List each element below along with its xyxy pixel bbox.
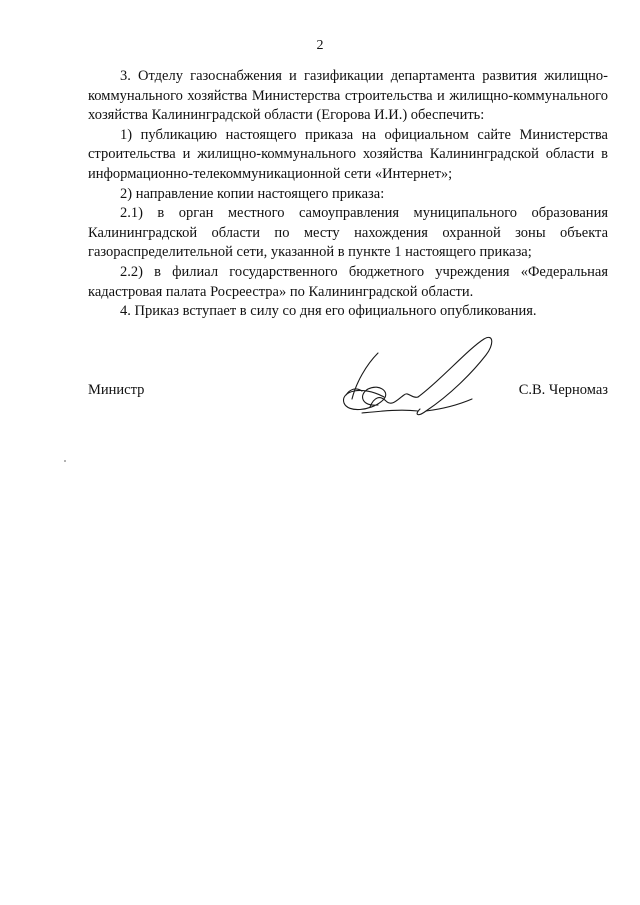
handwritten-signature bbox=[322, 325, 502, 425]
scan-speck bbox=[64, 460, 66, 462]
subparagraph-2: 2) направление копии настоящего приказа: bbox=[120, 185, 385, 202]
subparagraph-2-2: 2.2) в филиал государственного бюджетного учреждения «Федеральная кадастровая палата Росреестра» по Калининградской области. bbox=[88, 263, 608, 300]
signatory-name: С.В. Черномаз bbox=[518, 382, 608, 398]
signatory-role: Министр bbox=[88, 382, 145, 398]
paragraph-item-4: 4. Приказ вступает в силу со дня его официального опубликования. bbox=[120, 303, 537, 320]
subparagraph-1: 1) публикацию настоящего приказа на официальном сайте Министерства строительства и жилищно-коммунального хозяйства Калининградской области в информационно-телекоммуникационной сети «Интернет»; bbox=[88, 126, 608, 182]
page-number: 2 bbox=[316, 38, 324, 53]
subparagraph-2-1: 2.1) в орган местного самоуправления муниципального образования Калининградской области по месту нахождения охранной зоны объекта газораспределительной сети, указанной в пункте 1 настоящего приказа; bbox=[88, 205, 608, 261]
document-body bbox=[88, 67, 608, 322]
paragraph-item-3: 3. Отделу газоснабжения и газификации департамента развития жилищно-коммунального хозяйства Министерства строительства и жилищно-коммунального хозяйства Калининградской области (Егорова И.И.) обеспечить: bbox=[88, 68, 608, 124]
